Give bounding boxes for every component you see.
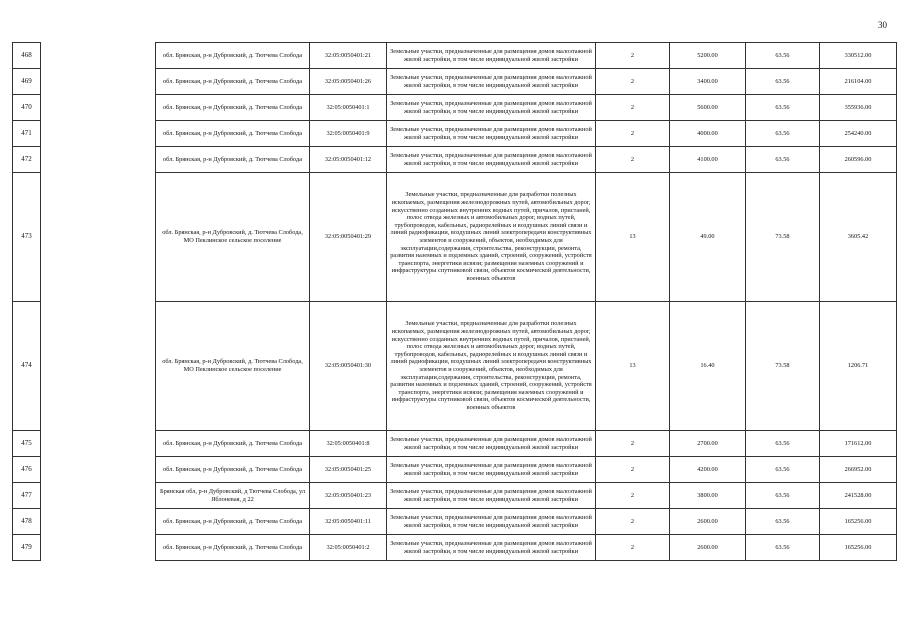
address-cell: обл. Брянская, р-н Дубровский, д. Тютчева Слобода, МО Пеклинское сельское поселение xyxy=(156,302,310,431)
row-number-cell: 479 xyxy=(13,535,41,561)
address-cell: обл. Брянская, р-н Дубровский, д. Тютчева Слобода xyxy=(156,457,310,483)
area-cell: 16.40 xyxy=(670,302,746,431)
cadastral-cell: 32:05:0050401:11 xyxy=(310,509,387,535)
row-number-cell: 471 xyxy=(13,121,41,147)
value-cell: 260596.00 xyxy=(820,147,897,173)
row-number-cell: 470 xyxy=(13,95,41,121)
row-number-row xyxy=(13,121,41,147)
address-cell: обл. Брянская, р-н Дубровский, д. Тютчева Слобода xyxy=(156,95,310,121)
address-cell: обл. Брянская, р-н Дубровский, д. Тютчева Слобода, МО Пеклинское сельское поселение xyxy=(156,173,310,302)
rate-cell: 63.56 xyxy=(746,509,820,535)
area-cell: 4200.00 xyxy=(670,457,746,483)
row-number-row xyxy=(13,483,41,509)
rate-cell: 63.56 xyxy=(746,43,820,69)
cadastral-cell: 32:05:0050401:23 xyxy=(310,483,387,509)
address-cell: обл. Брянская, р-н Дубровский, д. Тютчева Слобода xyxy=(156,535,310,561)
table-row xyxy=(156,173,897,302)
area-cell: 2600.00 xyxy=(670,509,746,535)
address-cell: обл. Брянская, р-н Дубровский, д. Тютчева Слобода xyxy=(156,147,310,173)
purpose-cell: Земельные участки, предназначенные для разработки полезных ископаемых, размещения железнодорожных путей, автомобильных дорог, искусственно созданных внутренних водных путей, причалов, пристаней, полос отвода железных и автомобильных дорог, водных путей, трубопроводов, кабельных, радиорелейных и воздушных линий связи и линий радиофикации, воздушных линий электропередачи конструктивных элементов и сооружений, объектов, необходимых для эксплуатации,содержания, строительства, реконструкции, ремонта, развития наземных и подземных зданий, строений, сооружений, устройств транспорта, энергетики исвязи; размещения наземных сооружений и инфраструктуры спутниковой связи, объектов космической деятельности, военных объектов xyxy=(387,173,596,302)
category-cell: 2 xyxy=(596,457,670,483)
category-cell: 2 xyxy=(596,43,670,69)
table-row xyxy=(156,509,897,535)
table-row xyxy=(156,147,897,173)
cadastral-cell: 32:05:0050401:1 xyxy=(310,95,387,121)
row-number-row xyxy=(13,302,41,431)
purpose-cell: Земельные участки, предназначенные для размещения домов малоэтажной жилой застройки, в том числе индивидуальной жилой застройки xyxy=(387,535,596,561)
category-cell: 13 xyxy=(596,173,670,302)
row-number-cell: 473 xyxy=(13,173,41,302)
rate-cell: 73.58 xyxy=(746,302,820,431)
category-cell: 2 xyxy=(596,509,670,535)
value-cell: 1206.71 xyxy=(820,302,897,431)
purpose-cell: Земельные участки, предназначенные для размещения домов малоэтажной жилой застройки, в том числе индивидуальной жилой застройки xyxy=(387,509,596,535)
cadastral-cell: 32:05:0050401:30 xyxy=(310,302,387,431)
category-cell: 2 xyxy=(596,431,670,457)
cadastral-cell: 32:05:0050401:12 xyxy=(310,147,387,173)
category-cell: 2 xyxy=(596,483,670,509)
area-cell: 2600.00 xyxy=(670,535,746,561)
rate-cell: 63.56 xyxy=(746,69,820,95)
row-number-row xyxy=(13,509,41,535)
rate-cell: 63.56 xyxy=(746,535,820,561)
address-cell: обл. Брянская, р-н Дубровский, д. Тютчева Слобода xyxy=(156,121,310,147)
purpose-cell: Земельные участки, предназначенные для размещения домов малоэтажной жилой застройки, в том числе индивидуальной жилой застройки xyxy=(387,457,596,483)
value-cell: 241528.00 xyxy=(820,483,897,509)
cadastral-cell: 32:05:0050401:29 xyxy=(310,173,387,302)
rate-cell: 73.58 xyxy=(746,173,820,302)
category-cell: 2 xyxy=(596,147,670,173)
address-cell: обл. Брянская, р-н Дубровский, д. Тютчева Слобода xyxy=(156,509,310,535)
area-cell: 49.00 xyxy=(670,173,746,302)
land-plots-table xyxy=(155,42,897,561)
row-number-row xyxy=(13,95,41,121)
cadastral-cell: 32:05:0050401:2 xyxy=(310,535,387,561)
rate-cell: 63.56 xyxy=(746,483,820,509)
cadastral-cell: 32:05:0050401:25 xyxy=(310,457,387,483)
value-cell: 266952.00 xyxy=(820,457,897,483)
row-number-cell: 478 xyxy=(13,509,41,535)
row-number-cell: 468 xyxy=(13,43,41,69)
table-row xyxy=(156,431,897,457)
cadastral-cell: 32:05:0050401:21 xyxy=(310,43,387,69)
purpose-cell: Земельные участки, предназначенные для разработки полезных ископаемых, размещения железнодорожных путей, автомобильных дорог, искусственно созданных внутренних водных путей, причалов, пристаней, полос отвода железных и автомобильных дорог, водных путей, трубопроводов, кабельных, радиорелейных и воздушных линий связи и линий радиофикации, воздушных линий электропередачи конструктивных элементов и сооружений, объектов, необходимых для эксплуатации,содержания, строительства, реконструкции, ремонта, развития наземных и подземных зданий, строений, сооружений, устройств транспорта, энергетики исвязи; размещения наземных сооружений и инфраструктуры спутниковой связи, объектов космической деятельности, военных объектов xyxy=(387,302,596,431)
purpose-cell: Земельные участки, предназначенные для размещения домов малоэтажной жилой застройки, в том числе индивидуальной жилой застройки xyxy=(387,431,596,457)
row-number-row xyxy=(13,147,41,173)
table-row xyxy=(156,535,897,561)
area-cell: 3800.00 xyxy=(670,483,746,509)
category-cell: 2 xyxy=(596,535,670,561)
value-cell: 216104.00 xyxy=(820,69,897,95)
table-row xyxy=(156,302,897,431)
value-cell: 165256.00 xyxy=(820,509,897,535)
purpose-cell: Земельные участки, предназначенные для размещения домов малоэтажной жилой застройки, в том числе индивидуальной жилой застройки xyxy=(387,95,596,121)
rate-cell: 63.56 xyxy=(746,457,820,483)
value-cell: 355936.00 xyxy=(820,95,897,121)
row-number-row xyxy=(13,457,41,483)
row-number-cell: 472 xyxy=(13,147,41,173)
table-row xyxy=(156,483,897,509)
table-row xyxy=(156,69,897,95)
rate-cell: 63.56 xyxy=(746,147,820,173)
row-number-cell: 477 xyxy=(13,483,41,509)
address-cell: обл. Брянская, р-н Дубровский, д. Тютчева Слобода xyxy=(156,43,310,69)
table-row xyxy=(156,457,897,483)
value-cell: 3605.42 xyxy=(820,173,897,302)
row-number-cell: 469 xyxy=(13,69,41,95)
row-number-row xyxy=(13,43,41,69)
category-cell: 13 xyxy=(596,302,670,431)
cadastral-cell: 32:05:0050401:9 xyxy=(310,121,387,147)
page-number: 30 xyxy=(878,20,887,30)
address-cell: обл. Брянская, р-н Дубровский, д. Тютчева Слобода xyxy=(156,431,310,457)
category-cell: 2 xyxy=(596,121,670,147)
purpose-cell: Земельные участки, предназначенные для размещения домов малоэтажной жилой застройки, в том числе индивидуальной жилой застройки xyxy=(387,121,596,147)
area-cell: 4000.00 xyxy=(670,121,746,147)
value-cell: 165256.00 xyxy=(820,535,897,561)
table-row xyxy=(156,43,897,69)
row-number-row xyxy=(13,431,41,457)
rate-cell: 63.56 xyxy=(746,95,820,121)
rate-cell: 63.56 xyxy=(746,121,820,147)
row-number-cell: 474 xyxy=(13,302,41,431)
row-number-cell: 476 xyxy=(13,457,41,483)
purpose-cell: Земельные участки, предназначенные для размещения домов малоэтажной жилой застройки, в том числе индивидуальной жилой застройки xyxy=(387,147,596,173)
area-cell: 5600.00 xyxy=(670,95,746,121)
row-number-row xyxy=(13,535,41,561)
value-cell: 330512.00 xyxy=(820,43,897,69)
purpose-cell: Земельные участки, предназначенные для размещения домов малоэтажной жилой застройки, в том числе индивидуальной жилой застройки xyxy=(387,69,596,95)
category-cell: 2 xyxy=(596,69,670,95)
rate-cell: 63.56 xyxy=(746,431,820,457)
row-number-row xyxy=(13,173,41,302)
row-number-cell: 475 xyxy=(13,431,41,457)
category-cell: 2 xyxy=(596,95,670,121)
area-cell: 3400.00 xyxy=(670,69,746,95)
address-cell: Брянская обл, р-н Дубровский, д Тютчева Слобода, ул Яблоневая, д 22 xyxy=(156,483,310,509)
area-cell: 5200.00 xyxy=(670,43,746,69)
purpose-cell: Земельные участки, предназначенные для размещения домов малоэтажной жилой застройки, в том числе индивидуальной жилой застройки xyxy=(387,483,596,509)
table-row xyxy=(156,121,897,147)
purpose-cell: Земельные участки, предназначенные для размещения домов малоэтажной жилой застройки, в том числе индивидуальной жилой застройки xyxy=(387,43,596,69)
table-row xyxy=(156,95,897,121)
cadastral-cell: 32:05:0050401:8 xyxy=(310,431,387,457)
value-cell: 171612.00 xyxy=(820,431,897,457)
row-number-row xyxy=(13,69,41,95)
cadastral-cell: 32:05:0050401:26 xyxy=(310,69,387,95)
address-cell: обл. Брянская, р-н Дубровский, д. Тютчева Слобода xyxy=(156,69,310,95)
area-cell: 2700.00 xyxy=(670,431,746,457)
row-number-column xyxy=(12,42,41,561)
area-cell: 4100.00 xyxy=(670,147,746,173)
value-cell: 254240.00 xyxy=(820,121,897,147)
